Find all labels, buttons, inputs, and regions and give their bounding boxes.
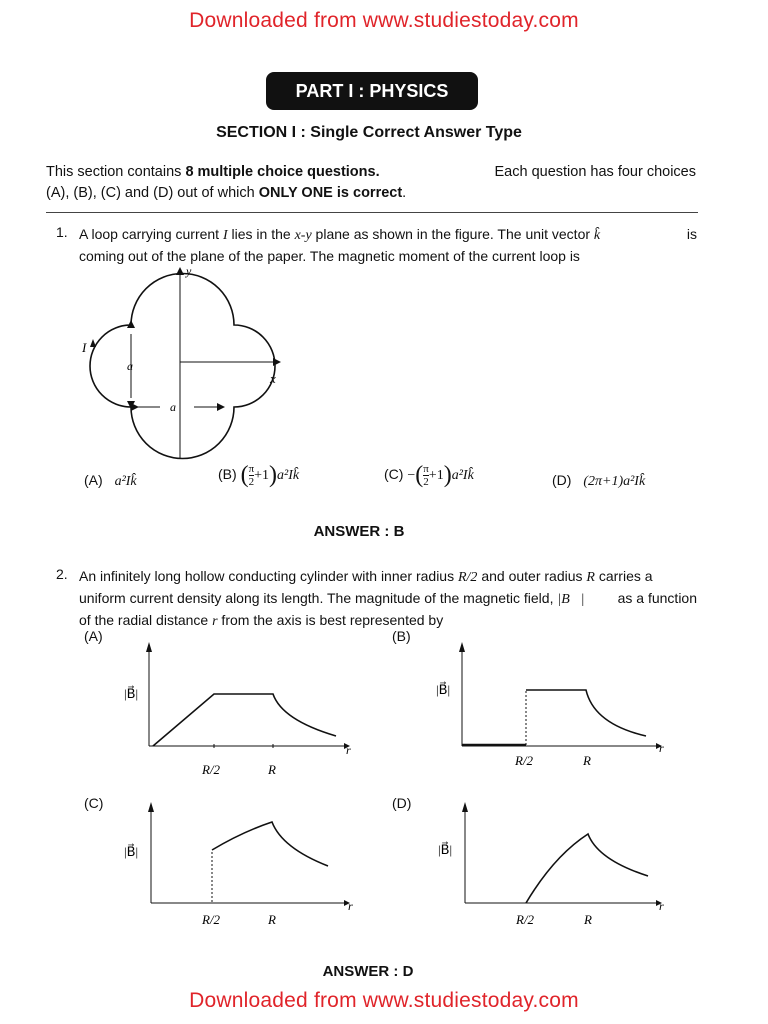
graph-b-label[interactable]: (B) <box>392 628 411 644</box>
question-1-number: 1. <box>56 224 68 240</box>
intro-text: This section contains <box>46 164 186 180</box>
y-axis-label: y <box>186 264 192 278</box>
q2-text: as a function <box>617 590 697 606</box>
tick-label-r: R <box>584 912 592 927</box>
current-loop <box>90 274 275 459</box>
option-b-plus: +1 <box>254 468 270 484</box>
field-curve <box>153 694 336 746</box>
tick-label-r: R <box>583 753 591 768</box>
option-d[interactable] <box>552 472 645 490</box>
answer-2: ANSWER : D <box>322 963 414 980</box>
numerator: π <box>248 463 255 475</box>
q1-text: plane as shown in the figure. The unit vector <box>311 226 594 242</box>
tick-label-r2: R/2 <box>516 912 535 927</box>
q1-var-i: I <box>222 228 228 243</box>
numerator: π <box>423 463 429 475</box>
q2-text: and outer radius <box>477 568 587 584</box>
q1-text: lies in the <box>227 226 295 242</box>
q2-var: r <box>212 614 218 629</box>
q2-text: from the axis is best represented by <box>217 612 444 628</box>
section-instructions <box>46 162 696 204</box>
tick-label-r2: R/2 <box>202 912 221 927</box>
option-c-tail: a²Ik̂ <box>451 468 474 484</box>
x-axis-label: r <box>659 741 664 755</box>
intro-text-3: (A), (B), (C) and (D) out of which <box>46 185 259 201</box>
field-curve <box>526 690 646 736</box>
x-axis-label: r <box>348 899 353 913</box>
q1-text: A loop carrying current <box>79 226 223 242</box>
intro-bold: 8 multiple choice questions. <box>185 164 380 180</box>
y-axis-label: |B⃗| <box>124 686 139 701</box>
current-arrow <box>90 339 96 347</box>
graph-a-label[interactable]: (A) <box>84 628 103 644</box>
intro-bold-2: ONLY ONE is correct <box>258 185 403 201</box>
question-1-text <box>79 224 697 266</box>
answer-1: ANSWER : B <box>313 523 405 540</box>
graph-d-label[interactable]: (D) <box>392 795 412 811</box>
x-axis-label: r <box>346 743 351 757</box>
q1-var-xy: x-y <box>294 228 312 243</box>
denominator: 2 <box>423 476 429 488</box>
y-axis-label: |B⃗| <box>438 842 453 857</box>
option-b[interactable] <box>218 462 299 489</box>
tick-label-r2: R/2 <box>202 762 221 777</box>
option-d-expr: (2π+1)a²Ik̂ <box>583 474 646 489</box>
q2-var: |B⃗| <box>557 592 585 607</box>
option-b-tail: a²Ik̂ <box>277 468 300 484</box>
y-axis-label: |B⃗| <box>124 844 139 859</box>
q2-var: R <box>586 570 595 585</box>
graph-d <box>420 800 670 930</box>
dimension-a-horizontal: a <box>170 400 176 414</box>
option-c-label: (C) <box>384 466 404 483</box>
option-c-plus: +1 <box>428 468 444 484</box>
q2-text: uniform current density along its length. The magnitude of the magnetic field, <box>79 590 558 606</box>
option-c-minus: − <box>407 468 416 484</box>
divider <box>46 212 698 213</box>
y-axis-label: |B⃗| <box>436 682 451 697</box>
option-a-expr: a²Ik̂ <box>114 474 137 489</box>
option-a[interactable] <box>84 472 137 490</box>
current-loop-figure <box>76 262 286 462</box>
denominator: 2 <box>248 476 255 488</box>
tick-label-r: R <box>268 912 276 927</box>
option-b-label: (B) <box>218 466 237 483</box>
q2-text: An infinitely long hollow conducting cylinder with inner radius <box>79 568 458 584</box>
paren: ( <box>240 462 249 488</box>
dimension-a-vertical: a <box>127 359 133 373</box>
option-a-label: (A) <box>84 472 103 488</box>
paren: ) <box>269 462 278 488</box>
footer-download-link[interactable]: Downloaded from www.studiestoday.com <box>189 989 579 1012</box>
graph-c-label[interactable]: (C) <box>84 795 104 811</box>
q1-text: is <box>686 226 697 242</box>
graph-a <box>110 638 360 778</box>
q1-var-k: k̂ <box>593 228 601 243</box>
q2-text: of the radial distance <box>79 612 213 628</box>
paren: ( <box>415 462 424 488</box>
x-axis-label: x <box>270 371 276 386</box>
tick-label-r: R <box>268 762 276 777</box>
part-title: PART I : PHYSICS <box>266 72 478 110</box>
option-c[interactable] <box>384 462 474 489</box>
section-title: SECTION I : Single Correct Answer Type <box>216 124 522 141</box>
graph-c <box>110 800 360 930</box>
field-curve <box>526 834 648 903</box>
current-arrow <box>127 320 135 328</box>
header-download-link[interactable]: Downloaded from www.studiestoday.com <box>189 9 579 32</box>
q1-text-line2: coming out of the plane of the paper. The magnetic moment of the current loop is <box>79 248 580 264</box>
tick-label-r2: R/2 <box>515 753 534 768</box>
q2-var: R/2 <box>457 570 478 585</box>
option-d-label: (D) <box>552 472 572 488</box>
current-arrow <box>127 401 135 409</box>
intro-text-2: Each question has four choices <box>494 164 696 180</box>
current-label: I <box>82 340 87 355</box>
intro-text-4: . <box>402 185 407 201</box>
q2-text: carries a <box>594 568 653 584</box>
question-2-text <box>79 566 697 632</box>
paren: ) <box>443 462 452 488</box>
graph-b <box>420 638 670 778</box>
x-axis-label: r <box>659 899 664 913</box>
question-2-number: 2. <box>56 566 68 582</box>
field-curve <box>212 822 328 866</box>
